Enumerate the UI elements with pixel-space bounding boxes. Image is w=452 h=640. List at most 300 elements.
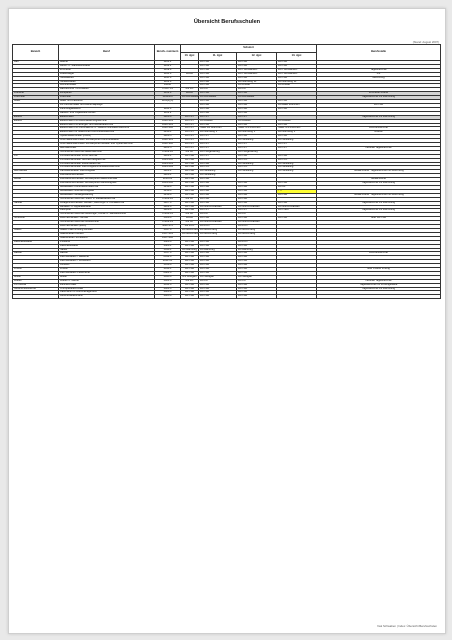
j13-cell [277,295,317,299]
bereich-cell: Bau [13,61,59,65]
nummer-cell: 1222.301 [155,139,181,143]
j13-cell: BS Lindau [277,84,317,88]
j13-cell: BS UP [277,186,317,190]
bereich-cell [13,295,59,299]
j10-cell: BS I BT [181,146,199,150]
j10-cell: BS Mönchberg [182,232,199,235]
nummer-cell: 3620.1 [155,244,181,248]
beruf-cell: Klempner [59,209,155,213]
j12-cell: BS KU [237,88,277,92]
j11-cell: BS I BT [199,154,237,158]
j11-cell: BS I BT [199,115,237,119]
nummer-cell: 3005.0 [155,295,181,299]
j10-cell: BS I BA [181,178,199,182]
j10-cell: BS I BA [181,166,199,170]
header-j13: 13. Jgst [277,53,317,61]
j12-cell: BS I BA [237,92,277,96]
j12-cell: BS I Schwandorf [237,72,277,76]
beruf-cell: Brunnenbauer [59,84,155,88]
beruf-cell: Metallbauer Konstruktionstechnik [59,186,155,190]
nummer-cell: 1220.402 [155,127,181,131]
j13-cell: BS I Schwandorf [277,68,317,72]
beruf-cell: Bauzeichner / Architektur [59,88,155,92]
j13-cell: BS I BA [277,193,317,197]
bemerkung-cell: "Metall-Drehe" Tagesberichte mit Zeichnung [317,170,441,174]
j10-cell: BS LCO [181,225,199,229]
nummer-cell: 1218.0 [155,186,181,190]
beruf-cell: Kfz-Mechatroniker Fahrzeugkommunikationstechnik [59,166,155,170]
j10-cell: BS I BA [181,186,199,190]
j10-cell: BS I BA [181,158,199,162]
j11-cell: BS I BA [199,260,237,264]
bemerkung-cell: Tagesberichte mit Zeichnung [317,96,441,100]
bereich-cell: Schreiner [13,217,59,221]
j13-cell: BS Nürnberg 11 [277,80,317,84]
nummer-cell: 37202.12 [155,150,181,154]
beruf-cell: Karosseriebauer Fahrzeugbau [59,170,155,174]
nummer-cell: 37202.12 [155,197,181,201]
j10-cell: BS I BT [181,115,199,119]
bereich-cell: Drechsler [13,96,59,100]
bemerkung-cell: "Rudow" [317,131,441,135]
j11-cell: BS I BA [199,80,237,84]
j11-cell: BS I BA [199,76,237,80]
nummer-cell: 1113.2 [155,111,181,115]
bereich-cell: Elektro [13,115,59,119]
beruf-cell: Friseur [59,268,155,272]
j12-cell: Stadt. BS München [237,127,277,131]
j10-cell: BS I BA [181,244,199,248]
j12-cell: BS I BT [237,209,277,213]
beruf-cell: Holzmechaniker Tischler [59,217,155,221]
j12-cell: BS I BA [237,193,277,197]
j12-cell: BS I Regensburg [237,150,277,154]
j12-cell: BS Straubing [237,162,277,166]
beruf-cell: Technischer Zeichner Stahl- u. Metallbautechnik [59,197,155,201]
header-j12: 12. Jgst [237,53,277,61]
j12-cell: BS I BT [237,143,277,147]
j13-cell: BS Straubing [277,170,317,174]
j10-cell: BS I BT [181,143,199,147]
stand-date: (Stand: August 2007) [412,40,439,44]
bereich-cell: Friseur [13,268,59,272]
j12-cell: BS I BA [237,123,277,127]
bemerkung-cell: BS I BA [317,103,441,107]
j11-cell: BS I BA [199,123,237,127]
j12-cell: BS I BA [237,61,277,65]
bereich-cell: Mechaniker [13,170,59,174]
document-page [8,8,446,634]
bemerkung-cell: über Friseur Innung [317,268,441,272]
j12-cell: BS I BA [237,182,277,186]
j10-cell: BGJ/b [181,217,199,221]
bereich-cell: Metall [13,178,59,182]
nummer-cell: 1223.1 [155,170,181,174]
bemerkung-cell: Tagesberichte mit Prüfungsstelle [317,283,441,287]
j10-cell: BS UP [181,213,199,217]
nummer-cell: 1224.0 [155,205,181,209]
j11-cell: BS Nürnberg 1 [199,131,237,135]
j10-cell: BS I BA [181,271,199,275]
beruf-cell: Polsterer [59,240,155,244]
j11-cell: BS I BA [199,217,237,221]
j10-cell: BS Hamburg [182,248,197,251]
j10-cell: BS I BA [181,189,199,193]
j10-cell: BS I BT [181,139,199,143]
j13-cell: BS I BA [277,154,317,158]
bereich-cell: Elektro [13,119,59,123]
j11-cell: BS Gunzenhausen [199,205,237,209]
j12-cell: BS I BA [237,100,277,104]
beruf-cell: Fahrzeuglackierer [59,107,155,111]
beruf-cell: Mechatroniker [59,146,155,150]
j11-cell: BS I BA [199,72,237,76]
j11-cell: BS I BA [199,107,237,111]
nummer-cell: 1109.0 [155,68,181,72]
nummer-cell: 1218.3 [155,189,181,193]
j11-cell: BS Wunsiedel [199,96,237,100]
j13-cell: BS Gunzenhausen [277,205,317,209]
j12-cell: BS I BA [237,252,277,256]
berufsschulen-table [12,44,441,299]
j11-cell: BS Stuttgart [199,275,237,279]
j12-cell: BS Straubing [237,170,277,174]
bereich-cell: Glaser [13,228,59,232]
j12-cell: BS I BA [237,103,277,107]
nummer-cell: 2812.10 [155,260,181,264]
nummer-cell: 1113.0 [155,80,181,84]
nummer-cell: 1223.602 [155,158,181,162]
j10-cell: BS I BA [181,193,199,197]
j10-cell: BS I BA [181,162,199,166]
beruf-cell: Stuckateure [59,76,155,80]
j11-cell: BS I BA [199,189,237,193]
j13-cell: BS Straubing [277,139,317,143]
j11-cell: BS KU [199,88,237,92]
j10-cell: BS I BA [181,256,199,260]
beruf-cell: Elektroniker FR Informations- u. Telekommunikationstechnik [59,127,155,131]
beruf-cell: Zerspaner [59,92,155,96]
j12-cell: BS Nürnberg 1 [237,131,277,135]
bemerkung-cell: Wochenberichte [317,252,441,256]
j11-cell: BS I FO [199,166,237,170]
j11-cell: BS I BA [199,64,237,68]
j11-cell: BS Hamburg [199,248,237,252]
j12-cell: BS I BA [237,256,277,260]
beruf-cell: Raumausstatter [59,244,155,248]
nummer-cell: 3041/4/9 [155,96,181,100]
beruf-cell: Kfz-Mechatroniker Motorradtechnik [59,162,155,166]
beruf-cell: Zahntechniker [59,283,155,287]
j11-cell: BS KU [199,279,237,283]
nummer-cell: 1447.0 [155,228,181,232]
beruf-cell: Elektroniker FR Energie- und Gebäudetechnik [59,123,155,127]
bemerkung-cell: "Zimmerer-Drehe" [317,92,441,96]
nummer-cell: 1112.0 [155,107,181,111]
j12-cell: BS I BA [237,268,277,272]
j12-cell: BS I BT [237,115,277,119]
j12-cell: BS I FO [237,166,277,170]
j13-cell: BS I BA [277,76,317,80]
j12-cell: BS I BA [237,287,277,291]
nummer-cell: 1222.302 [155,143,181,147]
j11-cell: BS I Regensburg [199,150,237,154]
j13-cell: BS I BA [277,100,317,104]
j11-cell: BS I BA [199,283,237,287]
j12-cell: BS I FO [237,158,277,162]
j10-cell: BS I BA [181,209,199,213]
page-title: Übersicht Berufsschulen [193,19,261,25]
j12-cell: BS I BA [237,264,277,268]
j12-cell: BS Mönchberg [237,232,277,236]
nummer-cell: 1102.1 [155,64,181,68]
j10-cell: BS I BA [181,174,199,178]
j12-cell: BS I BA [237,201,277,205]
j11-cell: BS I BA [199,186,237,190]
j13-cell: BS I BT [277,143,317,147]
table-row [13,295,441,299]
beruf-cell: Fachverkäufer Fleischerei [59,271,155,275]
bemerkung-cell [317,295,441,299]
j12-cell: BS Nürnberg 11 [237,80,277,84]
beruf-cell: Beton- u. Stahlbetonbauer [59,64,155,68]
j10-cell: BS UP [181,221,199,225]
beruf-cell: Maler und Lackierer [59,100,155,104]
beruf-cell: Zimmerer [59,68,155,72]
bemerkung-cell: Tagesberichte mit Zeichnung [317,182,441,186]
j11-cell: BS I BT [199,209,237,213]
nummer-cell: 1218.4 [155,193,181,197]
j13-cell: BS Hallo München [277,103,317,107]
beruf-cell: FR Kirchenmaler und Denkmalpflege [59,103,155,107]
j13-cell: ??? [277,189,317,193]
table-body [13,61,441,299]
j11-cell: BS I BA [199,271,237,275]
j13-cell: BS Straubing [277,166,317,170]
beruf-cell: Bauten- und Objektbeschichter [59,111,155,115]
nummer-cell: 37202.11 [155,213,181,217]
beruf-cell: Brauer u. Mälzer [59,279,155,283]
beruf-cell: Müller [59,275,155,279]
j11-cell: BS I BA [199,92,237,96]
j10-cell: BS I BT [181,127,199,131]
j13-cell: BS Nürnberg 1 [277,131,317,135]
j10-cell: BS I BA [181,287,199,291]
beruf-cell: Technischer Zeichner Elektrotechnik [59,150,155,154]
beruf-cell: Straßenbauer [59,80,155,84]
j10-cell: BS Mönchberg [182,228,199,231]
j10-cell: BS I BA [181,240,199,244]
j12-cell: BS I BA [237,197,277,201]
j12-cell: BS KU [237,213,277,217]
j11-cell: BS I BA [199,244,237,248]
j12-cell: BS I BA [237,111,277,115]
j10-cell: BS I BT [181,123,199,127]
bereich-cell: Sanitär [13,201,59,205]
bemerkung-cell: Zeichnung [317,76,441,80]
j11-cell: BS I BA [199,291,237,295]
j11-cell: BS I BA [199,68,237,72]
j13-cell: BS I BA [277,182,317,186]
header-beruf: Beruf [59,45,155,61]
j10-cell: BS I BT [181,135,199,139]
beruf-cell: Technischer Zeichner Holztechnik [59,221,155,225]
j11-cell: BS I BA [199,111,237,115]
j10-cell: BS Wunsiedel [182,95,199,99]
bemerkung-cell: neutrale Tagesberichte [317,279,441,283]
nummer-cell: 1228.0 [155,209,181,213]
nummer-cell: 1223.603 [155,162,181,166]
j12-cell: BS I BT [237,146,277,150]
nummer-cell: 1357.0 [155,252,181,256]
bereich-cell: Müller [13,275,59,279]
j10-cell: BS I BA [181,170,199,174]
header-j10: 10. Jgst [181,53,199,61]
j10-cell: BS I BA [181,201,199,205]
j12-cell: BS KU [237,279,277,283]
j10-cell: BGJ/b [181,72,199,76]
j12-cell: BS Lindau [237,84,277,88]
nummer-cell: 2812.0 [155,256,181,260]
j13-cell: Stadt. BS München [277,127,317,131]
nummer-cell: 1308.0 [155,217,181,221]
j11-cell: BS Gunzenhausen [199,221,237,225]
nummer-cell: 1340.1 [155,248,181,252]
header-bereich: Bereich [13,45,59,61]
nummer-cell: 1230.1 [155,131,181,135]
bemerkung-cell: Tagesberichte mit Zeichnung [317,287,441,291]
beruf-cell: Glaser Fachrichtung Fenster [59,228,155,232]
bemerkung-cell: mit [317,72,441,76]
j12-cell: BS I BA [237,291,277,295]
beruf-cell: Konditor [59,264,155,268]
beruf-cell: Glasveredler Schleiferei [59,236,155,240]
nummer-cell: 1227.0 [155,201,181,205]
beruf-cell: Behälter- u. Apparatebauer [59,205,155,209]
bemerkung-cell: über BS I BA [317,217,441,221]
beruf-cell: Glasveredler Kerami [59,232,155,236]
j11-cell: BS LCO [199,225,237,229]
j11-cell: BS I BA [199,287,237,291]
nummer-cell: 11030 [155,84,181,88]
j12-cell: BS I BA [237,135,277,139]
nummer-cell: 1447.402 [155,236,181,240]
nummer-cell: 2801.0 [155,271,181,275]
beruf-cell: Systemelektroniker (NWG) [59,135,155,139]
nummer-cell: 1219.602 [155,182,181,186]
beruf-cell: Automobilkaufmann [59,295,155,299]
j10-cell: BS I BA [181,260,199,264]
j12-cell: BS LCO [237,240,277,244]
beruf-cell: Bäcker [59,252,155,256]
beruf-cell: Fachverkäufer / Bäckerei [59,256,155,260]
j13-cell: BS I BT [277,146,317,150]
nummer-cell: 1111(0)(4) [155,100,181,104]
j10-cell: BS UP [181,150,199,154]
beruf-cell: Metallbauer Nutzfahrzeugbau [59,189,155,193]
j12-cell: BS I BA [237,189,277,193]
nummer-cell: 5022.470 [155,225,181,229]
bereich-cell: Brauer [13,279,59,283]
j13-cell: BS I BA [277,64,317,68]
bereich-cell: Kfz [13,154,59,158]
beruf-cell: Feinwerkmechaniker Schwerpunkt Maschinenbau [59,178,155,182]
nummer-cell: 1220.0 [155,115,181,119]
j12-cell: BS Stuttgart [237,275,277,279]
j10-cell: BS Stuttgart [182,275,197,278]
j12-cell: BS Gunzenhausen [237,205,277,209]
bemerkung-cell: Tagesberichte [317,68,441,72]
nummer-cell: 3620.0 [155,240,181,244]
beruf-cell: Technischer Zeichner Heizungs-, Klima- u. Sanitärtechnik [59,213,155,217]
j11-cell: BS I BA [199,100,237,104]
nummer-cell: 1358.0 [155,264,181,268]
j10-cell: BS I BA [181,154,199,158]
nummer-cell: 1220.5 [155,135,181,139]
bereich-cell: Raumausstatter [13,240,59,244]
j11-cell: BS I BA [199,61,237,65]
beruf-cell: Holzmechaniker (EFH) [59,225,155,229]
header-nummer: Berufs- nummern [155,45,181,61]
nummer-cell: 1223.604 [155,166,181,170]
j11-cell: BS I BA [199,197,237,201]
nummer-cell: 1447.401 [155,232,181,236]
j10-cell: BGJ/b [181,92,199,96]
j11-cell: BS I BA [199,193,237,197]
j13-cell: BS I Neu [277,209,317,213]
j12-cell: BS I BA [237,64,277,68]
beruf-cell: Kfz-Mechatroniker Nutzfahrzeugtechnik [59,158,155,162]
beruf-cell: Feinwerkmechaniker [59,174,155,178]
j12-cell: BS I Schwandorf [237,68,277,72]
bereich-cell: Maler [13,100,59,104]
j10-cell: BS I BA [181,283,199,287]
j11-cell: BS Mönchberg [199,232,237,236]
j10-cell: BS I BA [181,268,199,272]
nummer-cell: 1395.0 [155,275,181,279]
nummer-cell: 1301.0 [155,279,181,283]
j13-cell: BS Weiden [277,119,317,123]
bereich-cell: Kfz Dental [13,283,59,287]
j12-cell: BS Weiden [237,119,277,123]
j13-cell: BS I Schwandorf [277,72,317,76]
bemerkung-cell: Tagesberichte mit Zeichnung [317,209,441,213]
nummer-cell: 1220.1 [155,174,181,178]
j13-cell: BS I BA [277,217,317,221]
j11-cell: BS I BA [199,182,237,186]
j10-cell: BS I BT [181,119,199,123]
j12-cell: BS I BA [237,283,277,287]
j11-cell: BS I BA [199,268,237,272]
beruf-cell: Informationstechniker Schwerpunkt Geräte- und Systemtechnik [59,143,155,147]
j11-cell: BS Straubing [199,174,237,178]
beruf-cell: Fliesenleger [59,72,155,76]
j11-cell: BS I FO [199,158,237,162]
beruf-cell: Kfz-Mechatroniker PKW-Technik [59,154,155,158]
header-j11: 11. Jgst [199,53,237,61]
nummer-cell: 1112.0 [155,72,181,76]
nummer-cell: 3331.0 [155,283,181,287]
bereich-cell: Gesundheitsberufe [13,287,59,291]
j13-cell: BS I BA [277,135,317,139]
j12-cell: BS LCO [237,225,277,229]
j11-cell: BS I BA [199,240,237,244]
nummer-cell: 3000.0 [155,291,181,295]
j10-cell: BS I BA [181,295,199,299]
j13-cell: BS I BA [277,123,317,127]
j10-cell: BS I BA [181,205,199,209]
header-schulort: Schulort [181,45,317,53]
